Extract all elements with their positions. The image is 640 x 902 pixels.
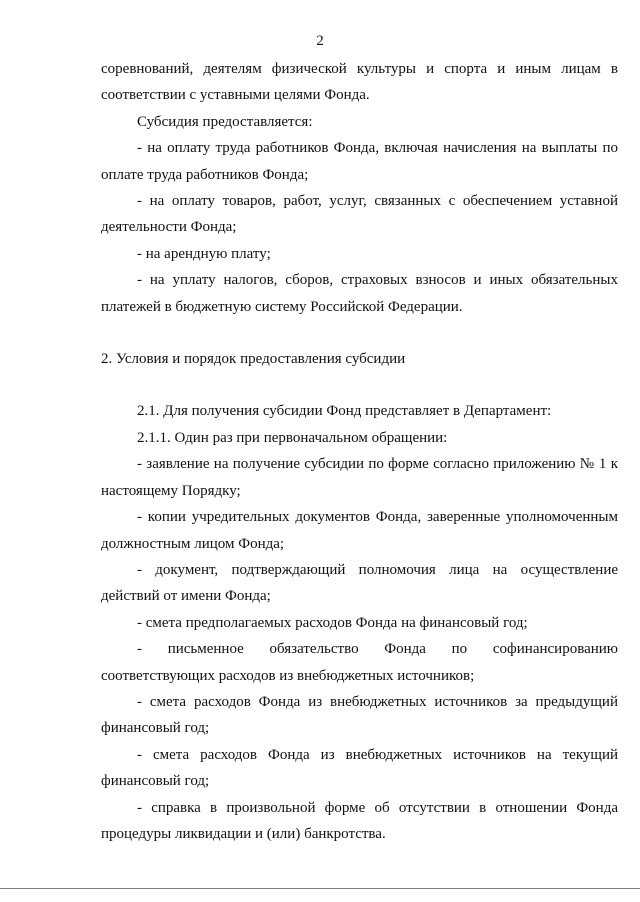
list-item-labor-pay: - на оплату труда работников Фонда, включая начисления на выплаты по оплате труда работников Фонда; xyxy=(101,140,618,183)
paragraph-continuation: соревнований, деятелям физической культуры и спорта и иным лицам в соответствии с уставными целями Фонда. xyxy=(101,61,618,104)
list-item-rent: - на арендную плату; xyxy=(137,245,271,262)
page-bottom-rule xyxy=(0,888,640,889)
paragraph-subsidy-intro: Субсидия предоставляется: xyxy=(137,113,313,130)
list-item-liquidation-certificate: - справка в произвольной форме об отсутствии в отношении Фонда процедуры ликвидации и (или) банкротства. xyxy=(101,799,618,842)
paragraph-2-1: 2.1. Для получения субсидии Фонд представляет в Департамент: xyxy=(137,403,552,420)
document-body xyxy=(101,56,618,847)
paragraph-2-1-1: 2.1.1. Один раз при первоначальном обращении: xyxy=(137,429,448,446)
section-heading: 2. Условия и порядок предоставления субсидии xyxy=(101,351,406,368)
list-item-taxes: - на уплату налогов, сборов, страховых взносов и иных обязательных платежей в бюджетную систему Российской Федерации. xyxy=(101,272,618,315)
list-item-cofinancing-obligation: - письменное обязательство Фонда по софинансированию соответствующих расходов из внебюджетных источников; xyxy=(101,641,618,684)
list-item-goods-services: - на оплату товаров, работ, услуг, связанных с обеспечением уставной деятельности Фонда; xyxy=(101,193,618,236)
list-item-founding-documents: - копии учредительных документов Фонда, заверенные уполномоченным должностным лицом Фонда; xyxy=(101,509,618,552)
list-item-application: - заявление на получение субсидии по форме согласно приложению № 1 к настоящему Порядку; xyxy=(101,456,618,499)
page-number: 2 xyxy=(316,33,324,49)
list-item-expense-estimate: - смета предполагаемых расходов Фонда на финансовый год; xyxy=(137,614,528,631)
list-item-current-year-estimate: - смета расходов Фонда из внебюджетных источников на текущий финансовый год; xyxy=(101,746,618,790)
list-item-previous-year-estimate: - смета расходов Фонда из внебюджетных источников за предыдущий финансовый год; xyxy=(101,693,618,737)
list-item-authority-document: - документ, подтверждающий полномочия лица на осуществление действий от имени Фонда; xyxy=(101,561,618,605)
